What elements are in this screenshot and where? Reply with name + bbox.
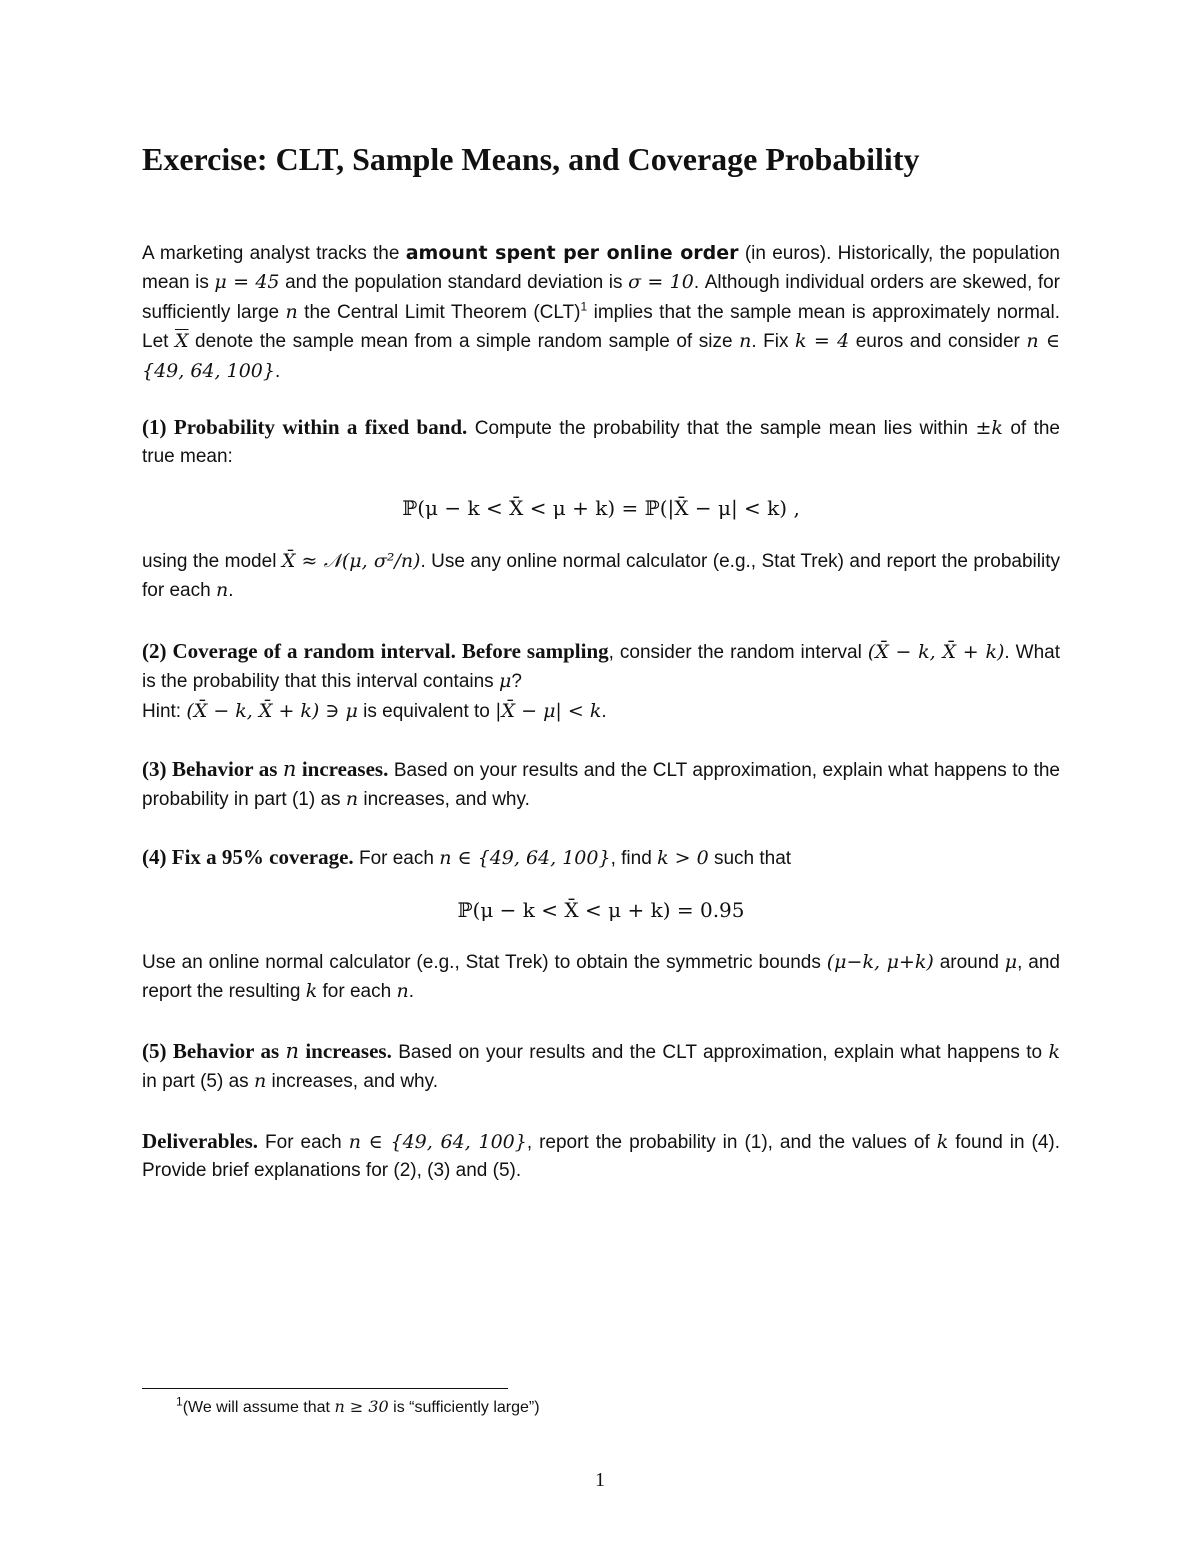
part2-paragraph: (2) Coverage of a random interval. Before sampling, consider the random interval (X̄ − k, X̄ + k). What is the probability that this interval contains μ? Hint: (X̄ − k, X̄ + k) ∋ μ is equivalent to |X̄ − μ| < k. (142, 639, 1061, 722)
part3-paragraph: (3) Behavior as n increases. Based on your results and the CLT approximation, explain what happens to the probability in part (1) as n increases, and why. (142, 757, 1061, 811)
intro-paragraph: A marketing analyst tracks the amount spent per online order (in euros). Historically, the population mean is μ = 45 and the population standard deviation is σ = 10. Although individual orders are skewed, for sufficiently large n the Central Limit Theorem (CLT)$^1$ implies that the sample mean is approximately normal. Let $\overline{X}$ denote the sample mean from a simple random sample of size n. Fix k = 4 euros and consider n ∈ {49, 64, 100}. (142, 242, 1061, 382)
deliverables-paragraph: Deliverables. For each n ∈ {49, 64, 100}, report the probability in (1), and the values of k found in (4). Provide brief explanations for (2), (3) and (5). (142, 1129, 1061, 1182)
part5-paragraph: (5) Behavior as n increases. Based on your results and the CLT approximation, explain what happens to k in part (5) as n increases, and why. (142, 1039, 1060, 1093)
part4-display-equation: ℙ(μ − k < X̄ < μ + k) = 0.95 (457, 898, 745, 922)
part1-model-paragraph: using the model X̄ ≈ 𝒩(μ, σ²/n). Use any online normal calculator (e.g., Stat Trek) and report the probability for each n. (142, 550, 1060, 602)
page-title: Exercise: CLT, Sample Means, and Coverage Probability (142, 141, 920, 177)
part3-heading: (3) Behavior as n increases. (142, 757, 389, 781)
part1-paragraph: (1) Probability within a fixed band. Compute the probability that the sample mean lies within ±k of the true mean: (142, 415, 1060, 468)
hint-label: Hint: (142, 700, 187, 722)
part1-heading: (1) Probability within a fixed band. (142, 415, 468, 439)
footnote-marker: 1 (580, 299, 588, 314)
footnote: $^1$(We will assume that n ≥ 30 is “sufficiently large”) (176, 1394, 540, 1416)
part2-heading: (2) Coverage of a random interval. (142, 639, 456, 663)
deliverables-heading: Deliverables. (142, 1129, 259, 1153)
part5-heading: (5) Behavior as n increases. (142, 1039, 392, 1063)
footnote-divider (142, 1388, 508, 1389)
part4-paragraph: (4) Fix a 95% coverage. For each n ∈ {49, 64, 100}, find k > 0 such that (142, 845, 792, 869)
page-number: 1 (595, 1469, 605, 1491)
part4-heading: (4) Fix a 95% coverage. (142, 845, 354, 869)
part1-display-equation: ℙ(μ − k < X̄ < μ + k) = ℙ(|X̄ − μ| < k) , (402, 496, 800, 520)
part4-bounds-paragraph: Use an online normal calculator (e.g., Stat Trek) to obtain the symmetric bounds (μ−k, μ+k) around μ, and report the resulting k for each n. (142, 951, 1061, 1003)
